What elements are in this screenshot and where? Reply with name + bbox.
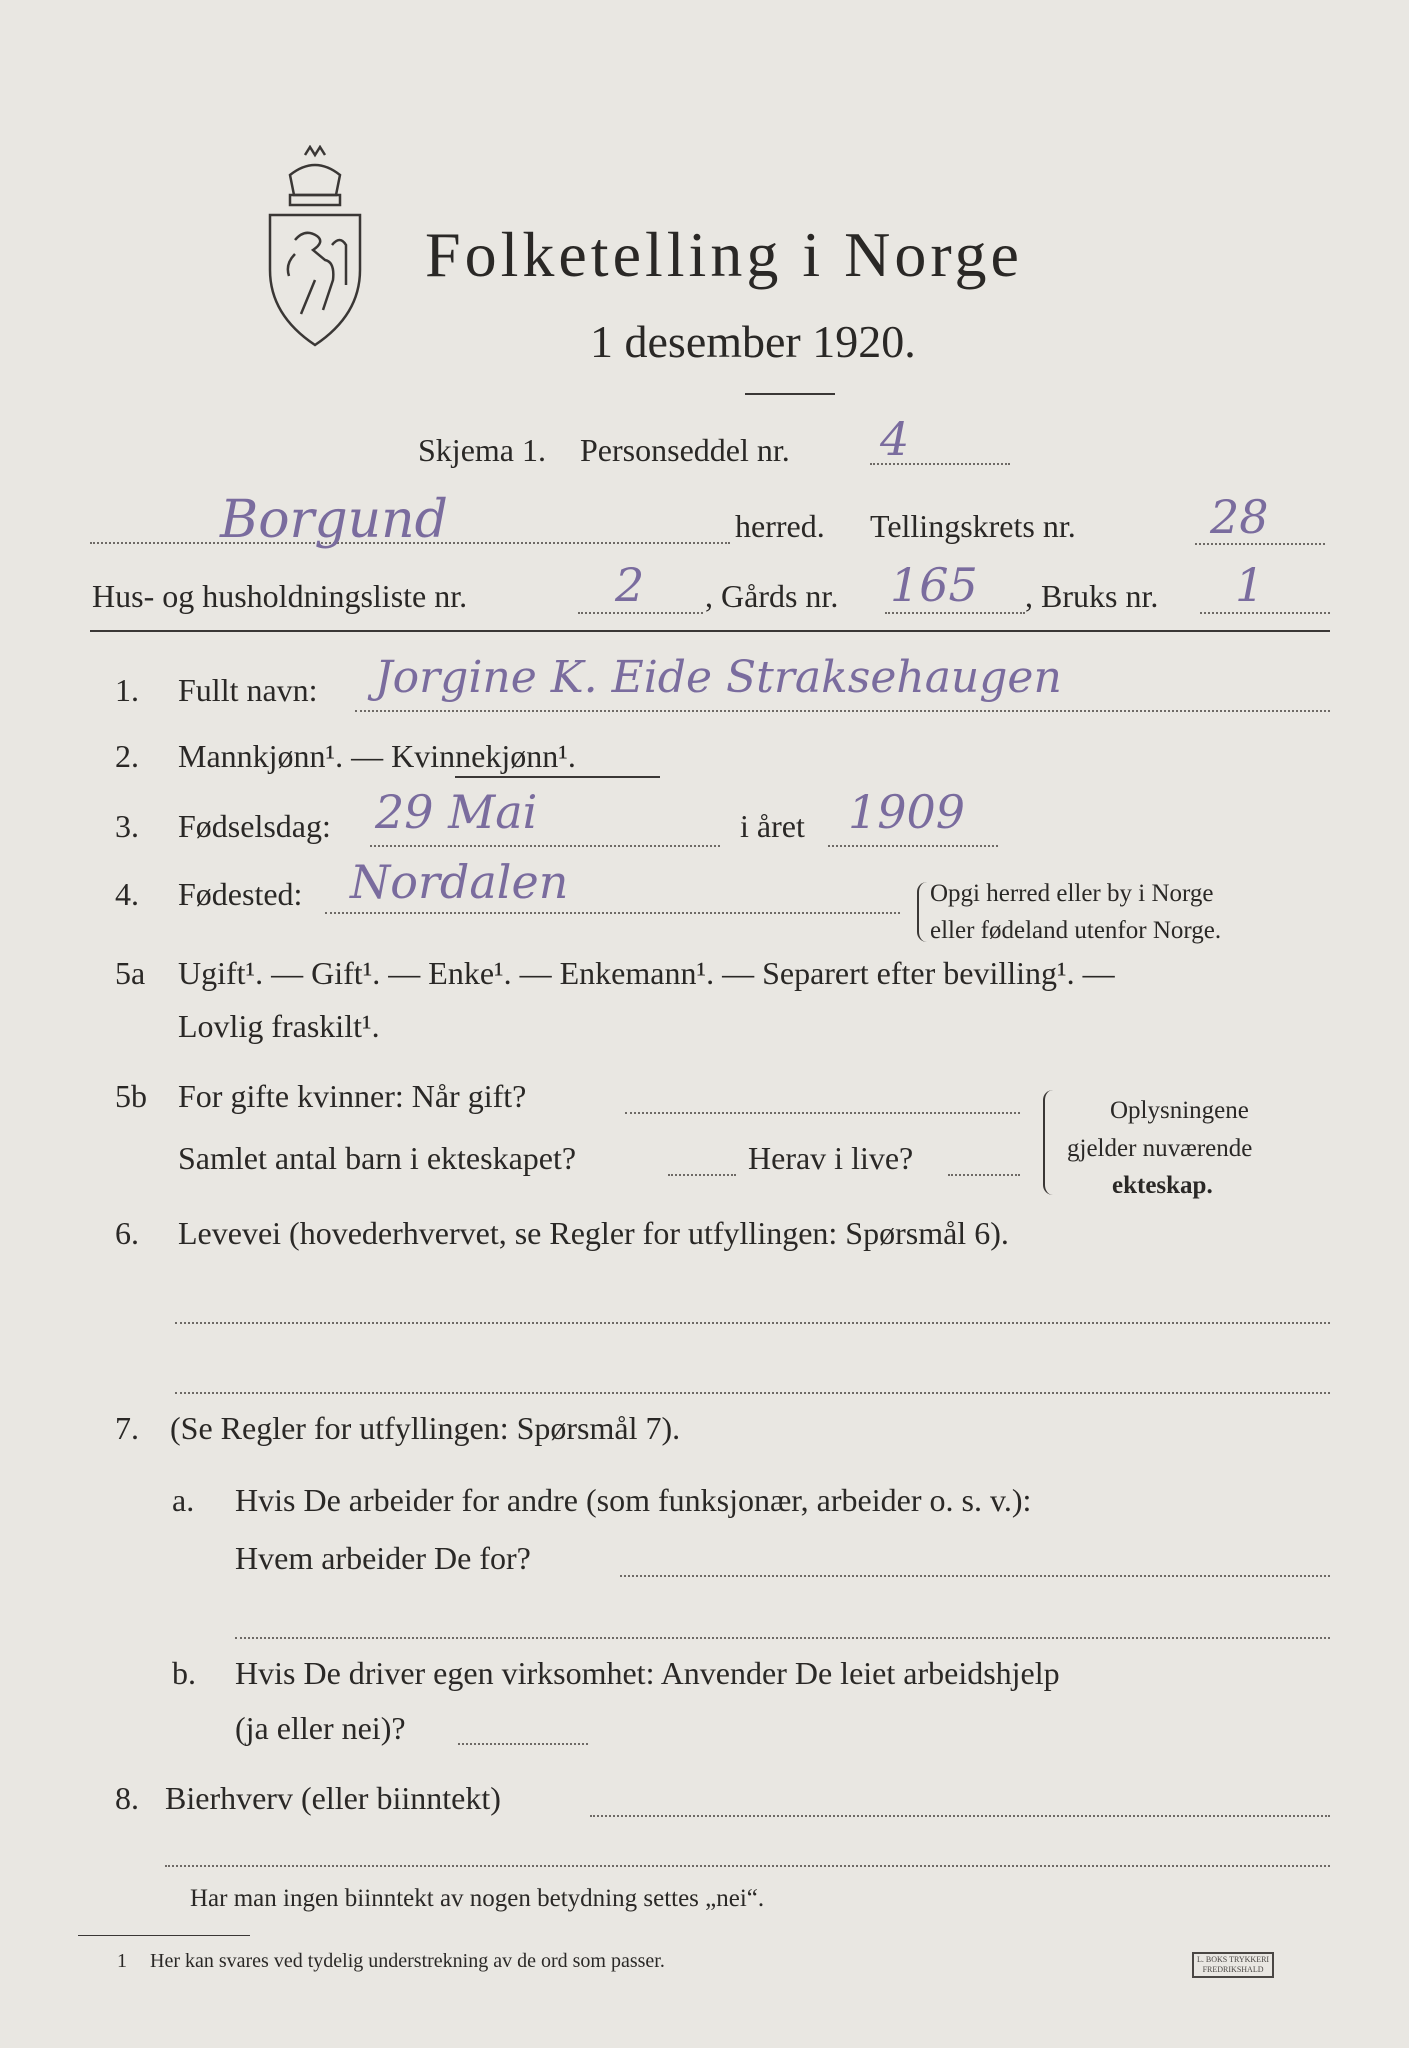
gards-value: 165 <box>890 558 978 612</box>
census-date: 1 desember 1920. <box>590 316 916 367</box>
q3-year-label: i året <box>740 808 805 844</box>
children-total-field[interactable] <box>668 1174 736 1176</box>
q4-note-line1: Opgi herred eller by i Norge <box>930 880 1214 907</box>
q5b-note-line2: gjelder nuværende <box>1067 1135 1253 1162</box>
q3-number: 3. <box>115 808 139 844</box>
occupation-field-1[interactable] <box>175 1322 1330 1324</box>
gards-field[interactable] <box>885 612 1025 614</box>
printer-stamp-line1: L. BOKS TRYKKERI <box>1197 1955 1270 1964</box>
q1-label: Fullt navn: <box>178 672 318 708</box>
footnote-text: Her kan svares ved tydelig understrekning av de ord som passer. <box>150 1950 665 1972</box>
birth-year-value: 1909 <box>848 785 966 839</box>
header-rule <box>90 630 1330 632</box>
employer-field-2[interactable] <box>235 1637 1330 1639</box>
birthplace-value: Nordalen <box>350 855 569 909</box>
q1-number: 1. <box>115 672 139 708</box>
husliste-label: Hus- og husholdningsliste nr. <box>92 578 468 614</box>
q8-note: Har man ingen biinntekt av nogen betydning settes „nei“. <box>190 1885 765 1912</box>
q5b-line1: For gifte kvinner: Når gift? <box>178 1078 527 1114</box>
q5a-line1: Ugift¹. — Gift¹. — Enke¹. — Enkemann¹. — Separert efter bevilling¹. — <box>178 955 1115 991</box>
occupation-field-2[interactable] <box>175 1392 1330 1394</box>
employer-field[interactable] <box>620 1575 1330 1577</box>
bruks-value: 1 <box>1235 558 1265 612</box>
q5b-note-line3: ekteskap. <box>1112 1172 1213 1199</box>
hired-help-field[interactable] <box>458 1743 588 1745</box>
q5a-number: 5a <box>115 955 146 991</box>
q7a-number: a. <box>172 1482 195 1518</box>
q5a-line2: Lovlig fraskilt¹. <box>178 1008 380 1044</box>
tellingskrets-value: 28 <box>1210 490 1269 544</box>
husliste-value: 2 <box>615 558 645 612</box>
kvinnekjonn-underline <box>455 776 660 778</box>
personseddel-value: 4 <box>880 412 910 466</box>
q2-label: Mannkjønn¹. — Kvinnekjønn¹. <box>178 738 576 774</box>
q8-number: 8. <box>115 1780 139 1816</box>
q2-number: 2. <box>115 738 139 774</box>
q7-number: 7. <box>115 1410 139 1446</box>
q5b-line2b: Herav i live? <box>748 1140 914 1176</box>
tellingskrets-label: Tellingskrets nr. <box>870 508 1076 544</box>
q5b-number: 5b <box>115 1078 147 1114</box>
full-name-field[interactable] <box>355 710 1330 712</box>
bruks-label: , Bruks nr. <box>1025 578 1159 614</box>
birthplace-field[interactable] <box>325 912 900 914</box>
side-income-field[interactable] <box>590 1815 1330 1817</box>
side-income-field-2[interactable] <box>165 1865 1330 1867</box>
form-title: Folketelling i Norge <box>425 219 1023 290</box>
husliste-field[interactable] <box>578 612 703 614</box>
bruks-field[interactable] <box>1200 612 1330 614</box>
footnote-mark: 1 <box>117 1950 127 1972</box>
q4-label: Fødested: <box>178 876 303 912</box>
norway-coat-of-arms-icon <box>260 145 370 350</box>
full-name-value: Jorgine K. Eide Straksehaugen <box>375 652 1062 703</box>
birthday-value: 29 Mai <box>375 785 538 839</box>
q4-number: 4. <box>115 876 139 912</box>
married-when-field[interactable] <box>625 1112 1020 1114</box>
q4-note-line2: eller fødeland utenfor Norge. <box>930 917 1222 944</box>
q7a-line1: Hvis De arbeider for andre (som funksjonær, arbeider o. s. v.): <box>235 1482 1032 1518</box>
q7-label: (Se Regler for utfyllingen: Spørsmål 7). <box>170 1410 681 1446</box>
personseddel-label: Personseddel nr. <box>580 432 790 468</box>
q7b-number: b. <box>172 1655 196 1691</box>
q3-label: Fødselsdag: <box>178 808 331 844</box>
skjema-label: Skjema 1. <box>418 432 546 468</box>
children-alive-field[interactable] <box>948 1174 1020 1176</box>
footnote-rule <box>78 1935 250 1936</box>
q5b-note-line1: Oplysningene <box>1110 1097 1249 1124</box>
q4-brace <box>917 882 927 942</box>
birth-year-field[interactable] <box>828 845 998 847</box>
q6-number: 6. <box>115 1215 139 1251</box>
printer-stamp <box>1192 1952 1274 1978</box>
q5b-brace <box>1043 1090 1055 1195</box>
herred-value: Borgund <box>220 490 448 550</box>
gards-label: , Gårds nr. <box>705 578 839 614</box>
birthday-field[interactable] <box>370 845 720 847</box>
q5b-line2a: Samlet antal barn i ekteskapet? <box>178 1140 577 1176</box>
title-divider <box>745 393 835 395</box>
herred-label: herred. <box>735 508 825 544</box>
q6-label: Levevei (hovederhvervet, se Regler for utfyllingen: Spørsmål 6). <box>178 1215 1009 1251</box>
q7a-line2: Hvem arbeider De for? <box>235 1540 531 1576</box>
q7b-line1: Hvis De driver egen virksomhet: Anvender De leiet arbeidshjelp <box>235 1655 1060 1691</box>
q8-label: Bierhverv (eller biinntekt) <box>165 1780 501 1816</box>
printer-stamp-line2: FREDRIKSHALD <box>1202 1965 1264 1974</box>
q7b-line2: (ja eller nei)? <box>235 1710 406 1746</box>
